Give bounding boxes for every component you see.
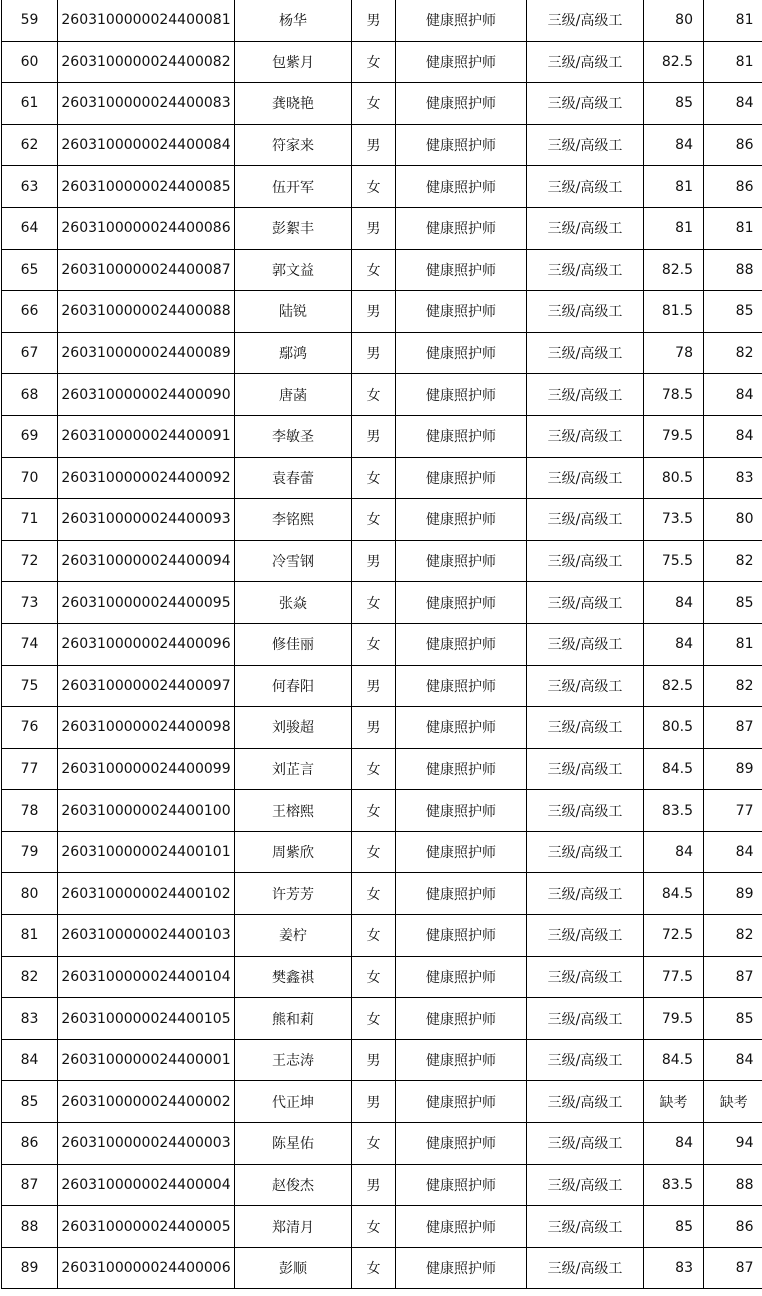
practical-score: 82 <box>704 665 762 707</box>
theory-score: 84.5 <box>644 1039 704 1081</box>
occupation: 健康照护师 <box>396 623 527 665</box>
theory-score: 80 <box>644 0 704 41</box>
practical-score: 81 <box>704 623 762 665</box>
occupation: 健康照护师 <box>396 166 527 208</box>
gender: 女 <box>352 457 396 499</box>
gender: 男 <box>352 415 396 457</box>
gender: 女 <box>352 41 396 83</box>
row-number: 81 <box>2 915 58 957</box>
skill-level: 三级/高级工 <box>527 41 644 83</box>
occupation: 健康照护师 <box>396 0 527 41</box>
skill-level: 三级/高级工 <box>527 623 644 665</box>
occupation: 健康照护师 <box>396 915 527 957</box>
candidate-name: 许芳芳 <box>235 873 352 915</box>
exam-id: 2603100000024400102 <box>58 873 235 915</box>
table-row <box>2 1164 762 1206</box>
theory-score: 72.5 <box>644 915 704 957</box>
candidate-name: 彭顺 <box>235 1247 352 1289</box>
skill-level: 三级/高级工 <box>527 831 644 873</box>
exam-id: 2603100000024400089 <box>58 332 235 374</box>
exam-id: 2603100000024400104 <box>58 956 235 998</box>
practical-score: 86 <box>704 124 762 166</box>
theory-score: 81 <box>644 207 704 249</box>
theory-score: 79.5 <box>644 998 704 1040</box>
row-number: 87 <box>2 1164 58 1206</box>
practical-score: 86 <box>704 1206 762 1248</box>
occupation: 健康照护师 <box>396 83 527 125</box>
occupation: 健康照护师 <box>396 291 527 333</box>
gender: 男 <box>352 1164 396 1206</box>
gender: 男 <box>352 332 396 374</box>
row-number: 79 <box>2 831 58 873</box>
candidate-name: 李敏圣 <box>235 415 352 457</box>
skill-level: 三级/高级工 <box>527 291 644 333</box>
skill-level: 三级/高级工 <box>527 1081 644 1123</box>
gender: 女 <box>352 582 396 624</box>
gender: 女 <box>352 790 396 832</box>
table-row <box>2 582 762 624</box>
theory-score: 73.5 <box>644 499 704 541</box>
table-row <box>2 207 762 249</box>
skill-level: 三级/高级工 <box>527 1039 644 1081</box>
practical-score: 81 <box>704 0 762 41</box>
row-number: 77 <box>2 748 58 790</box>
table-row <box>2 1039 762 1081</box>
exam-id: 2603100000024400006 <box>58 1247 235 1289</box>
table-row <box>2 166 762 208</box>
practical-score: 87 <box>704 956 762 998</box>
row-number: 62 <box>2 124 58 166</box>
candidate-name: 彭絮丰 <box>235 207 352 249</box>
exam-id: 2603100000024400081 <box>58 0 235 41</box>
practical-score: 86 <box>704 166 762 208</box>
theory-score: 78.5 <box>644 374 704 416</box>
practical-score: 88 <box>704 249 762 291</box>
exam-id: 2603100000024400105 <box>58 998 235 1040</box>
exam-id: 2603100000024400002 <box>58 1081 235 1123</box>
row-number: 63 <box>2 166 58 208</box>
occupation: 健康照护师 <box>396 873 527 915</box>
theory-score: 缺考 <box>644 1081 704 1123</box>
row-number: 75 <box>2 665 58 707</box>
exam-id: 2603100000024400098 <box>58 707 235 749</box>
candidate-name: 杨华 <box>235 0 352 41</box>
gender: 男 <box>352 1039 396 1081</box>
occupation: 健康照护师 <box>396 956 527 998</box>
occupation: 健康照护师 <box>396 499 527 541</box>
skill-level: 三级/高级工 <box>527 540 644 582</box>
occupation: 健康照护师 <box>396 1206 527 1248</box>
gender: 女 <box>352 915 396 957</box>
row-number: 73 <box>2 582 58 624</box>
skill-level: 三级/高级工 <box>527 83 644 125</box>
exam-id: 2603100000024400083 <box>58 83 235 125</box>
gender: 女 <box>352 1247 396 1289</box>
occupation: 健康照护师 <box>396 831 527 873</box>
table-row <box>2 0 762 41</box>
theory-score: 81 <box>644 166 704 208</box>
theory-score: 80.5 <box>644 707 704 749</box>
skill-level: 三级/高级工 <box>527 499 644 541</box>
gender: 男 <box>352 207 396 249</box>
skill-level: 三级/高级工 <box>527 707 644 749</box>
skill-level: 三级/高级工 <box>527 1164 644 1206</box>
gender: 女 <box>352 623 396 665</box>
table-row <box>2 831 762 873</box>
practical-score: 85 <box>704 291 762 333</box>
exam-id: 2603100000024400101 <box>58 831 235 873</box>
table-row <box>2 707 762 749</box>
practical-score: 87 <box>704 707 762 749</box>
table-row <box>2 291 762 333</box>
row-number: 84 <box>2 1039 58 1081</box>
theory-score: 82.5 <box>644 665 704 707</box>
gender: 男 <box>352 0 396 41</box>
practical-score: 89 <box>704 873 762 915</box>
theory-score: 75.5 <box>644 540 704 582</box>
skill-level: 三级/高级工 <box>527 998 644 1040</box>
row-number: 76 <box>2 707 58 749</box>
row-number: 71 <box>2 499 58 541</box>
row-number: 74 <box>2 623 58 665</box>
practical-score: 89 <box>704 748 762 790</box>
row-number: 88 <box>2 1206 58 1248</box>
practical-score: 83 <box>704 457 762 499</box>
results-table <box>1 0 762 1289</box>
practical-score: 84 <box>704 831 762 873</box>
exam-id: 2603100000024400086 <box>58 207 235 249</box>
candidate-name: 龚晓艳 <box>235 83 352 125</box>
theory-score: 78 <box>644 332 704 374</box>
table-row <box>2 998 762 1040</box>
skill-level: 三级/高级工 <box>527 1123 644 1165</box>
candidate-name: 陆锐 <box>235 291 352 333</box>
gender: 女 <box>352 499 396 541</box>
skill-level: 三级/高级工 <box>527 166 644 208</box>
theory-score: 83.5 <box>644 1164 704 1206</box>
occupation: 健康照护师 <box>396 457 527 499</box>
candidate-name: 陈星佑 <box>235 1123 352 1165</box>
practical-score: 84 <box>704 83 762 125</box>
exam-id: 2603100000024400099 <box>58 748 235 790</box>
practical-score: 81 <box>704 41 762 83</box>
practical-score: 87 <box>704 1247 762 1289</box>
table-row <box>2 374 762 416</box>
occupation: 健康照护师 <box>396 1081 527 1123</box>
candidate-name: 修佳丽 <box>235 623 352 665</box>
occupation: 健康照护师 <box>396 748 527 790</box>
theory-score: 85 <box>644 83 704 125</box>
row-number: 89 <box>2 1247 58 1289</box>
theory-score: 84.5 <box>644 748 704 790</box>
theory-score: 83 <box>644 1247 704 1289</box>
gender: 女 <box>352 249 396 291</box>
row-number: 65 <box>2 249 58 291</box>
theory-score: 84.5 <box>644 873 704 915</box>
skill-level: 三级/高级工 <box>527 1247 644 1289</box>
table-row <box>2 1247 762 1289</box>
gender: 女 <box>352 956 396 998</box>
row-number: 82 <box>2 956 58 998</box>
candidate-name: 赵俊杰 <box>235 1164 352 1206</box>
gender: 女 <box>352 166 396 208</box>
candidate-name: 郭文益 <box>235 249 352 291</box>
row-number: 69 <box>2 415 58 457</box>
theory-score: 84 <box>644 623 704 665</box>
row-number: 80 <box>2 873 58 915</box>
table-row <box>2 665 762 707</box>
table-body <box>2 0 762 1289</box>
practical-score: 81 <box>704 207 762 249</box>
table-row <box>2 956 762 998</box>
row-number: 72 <box>2 540 58 582</box>
exam-id: 2603100000024400093 <box>58 499 235 541</box>
occupation: 健康照护师 <box>396 707 527 749</box>
row-number: 70 <box>2 457 58 499</box>
row-number: 60 <box>2 41 58 83</box>
theory-score: 84 <box>644 124 704 166</box>
occupation: 健康照护师 <box>396 1123 527 1165</box>
candidate-name: 刘芷言 <box>235 748 352 790</box>
practical-score: 94 <box>704 1123 762 1165</box>
practical-score: 77 <box>704 790 762 832</box>
exam-id: 2603100000024400003 <box>58 1123 235 1165</box>
gender: 男 <box>352 707 396 749</box>
skill-level: 三级/高级工 <box>527 956 644 998</box>
theory-score: 81.5 <box>644 291 704 333</box>
row-number: 68 <box>2 374 58 416</box>
row-number: 78 <box>2 790 58 832</box>
candidate-name: 刘骏超 <box>235 707 352 749</box>
practical-score: 84 <box>704 1039 762 1081</box>
exam-id: 2603100000024400088 <box>58 291 235 333</box>
theory-score: 82.5 <box>644 41 704 83</box>
candidate-name: 张焱 <box>235 582 352 624</box>
practical-score: 82 <box>704 915 762 957</box>
gender: 女 <box>352 1206 396 1248</box>
occupation: 健康照护师 <box>396 124 527 166</box>
table-row <box>2 41 762 83</box>
row-number: 67 <box>2 332 58 374</box>
occupation: 健康照护师 <box>396 374 527 416</box>
exam-id: 2603100000024400082 <box>58 41 235 83</box>
theory-score: 84 <box>644 1123 704 1165</box>
row-number: 59 <box>2 0 58 41</box>
row-number: 83 <box>2 998 58 1040</box>
exam-id: 2603100000024400085 <box>58 166 235 208</box>
candidate-name: 何春阳 <box>235 665 352 707</box>
practical-score: 82 <box>704 540 762 582</box>
candidate-name: 袁春蕾 <box>235 457 352 499</box>
table-row <box>2 873 762 915</box>
skill-level: 三级/高级工 <box>527 0 644 41</box>
candidate-name: 包紫月 <box>235 41 352 83</box>
gender: 女 <box>352 831 396 873</box>
exam-id: 2603100000024400084 <box>58 124 235 166</box>
theory-score: 82.5 <box>644 249 704 291</box>
practical-score: 88 <box>704 1164 762 1206</box>
exam-id: 2603100000024400087 <box>58 249 235 291</box>
table-row <box>2 499 762 541</box>
row-number: 64 <box>2 207 58 249</box>
gender: 男 <box>352 540 396 582</box>
candidate-name: 姜柠 <box>235 915 352 957</box>
theory-score: 80.5 <box>644 457 704 499</box>
practical-score: 缺考 <box>704 1081 762 1123</box>
table-row <box>2 790 762 832</box>
theory-score: 85 <box>644 1206 704 1248</box>
exam-id: 2603100000024400095 <box>58 582 235 624</box>
table-row <box>2 1081 762 1123</box>
table-row <box>2 415 762 457</box>
skill-level: 三级/高级工 <box>527 790 644 832</box>
table-row <box>2 540 762 582</box>
candidate-name: 王志涛 <box>235 1039 352 1081</box>
candidate-name: 李铭熙 <box>235 499 352 541</box>
table-row <box>2 332 762 374</box>
table-row <box>2 623 762 665</box>
candidate-name: 樊鑫祺 <box>235 956 352 998</box>
exam-id: 2603100000024400100 <box>58 790 235 832</box>
skill-level: 三级/高级工 <box>527 124 644 166</box>
occupation: 健康照护师 <box>396 540 527 582</box>
occupation: 健康照护师 <box>396 415 527 457</box>
practical-score: 84 <box>704 374 762 416</box>
theory-score: 84 <box>644 831 704 873</box>
theory-score: 84 <box>644 582 704 624</box>
occupation: 健康照护师 <box>396 665 527 707</box>
gender: 男 <box>352 665 396 707</box>
skill-level: 三级/高级工 <box>527 582 644 624</box>
skill-level: 三级/高级工 <box>527 915 644 957</box>
practical-score: 80 <box>704 499 762 541</box>
gender: 女 <box>352 1123 396 1165</box>
occupation: 健康照护师 <box>396 207 527 249</box>
table-row <box>2 748 762 790</box>
occupation: 健康照护师 <box>396 332 527 374</box>
skill-level: 三级/高级工 <box>527 748 644 790</box>
gender: 男 <box>352 1081 396 1123</box>
table-row <box>2 1123 762 1165</box>
exam-id: 2603100000024400096 <box>58 623 235 665</box>
table-row <box>2 457 762 499</box>
theory-score: 79.5 <box>644 415 704 457</box>
table-row <box>2 915 762 957</box>
exam-id: 2603100000024400091 <box>58 415 235 457</box>
candidate-name: 符家来 <box>235 124 352 166</box>
practical-score: 85 <box>704 998 762 1040</box>
candidate-name: 熊和莉 <box>235 998 352 1040</box>
row-number: 86 <box>2 1123 58 1165</box>
candidate-name: 周紫欣 <box>235 831 352 873</box>
gender: 女 <box>352 748 396 790</box>
gender: 女 <box>352 83 396 125</box>
skill-level: 三级/高级工 <box>527 665 644 707</box>
gender: 女 <box>352 998 396 1040</box>
table-row <box>2 83 762 125</box>
skill-level: 三级/高级工 <box>527 249 644 291</box>
skill-level: 三级/高级工 <box>527 873 644 915</box>
exam-id: 2603100000024400094 <box>58 540 235 582</box>
occupation: 健康照护师 <box>396 1164 527 1206</box>
candidate-name: 鄢鸿 <box>235 332 352 374</box>
skill-level: 三级/高级工 <box>527 374 644 416</box>
row-number: 85 <box>2 1081 58 1123</box>
gender: 男 <box>352 291 396 333</box>
table-row <box>2 249 762 291</box>
occupation: 健康照护师 <box>396 790 527 832</box>
exam-id: 2603100000024400001 <box>58 1039 235 1081</box>
skill-level: 三级/高级工 <box>527 332 644 374</box>
exam-id: 2603100000024400005 <box>58 1206 235 1248</box>
skill-level: 三级/高级工 <box>527 457 644 499</box>
occupation: 健康照护师 <box>396 1039 527 1081</box>
practical-score: 82 <box>704 332 762 374</box>
theory-score: 83.5 <box>644 790 704 832</box>
gender: 女 <box>352 374 396 416</box>
table-row <box>2 124 762 166</box>
row-number: 61 <box>2 83 58 125</box>
candidate-name: 伍开军 <box>235 166 352 208</box>
occupation: 健康照护师 <box>396 998 527 1040</box>
occupation: 健康照护师 <box>396 249 527 291</box>
candidate-name: 冷雪钢 <box>235 540 352 582</box>
occupation: 健康照护师 <box>396 582 527 624</box>
theory-score: 77.5 <box>644 956 704 998</box>
exam-id: 2603100000024400103 <box>58 915 235 957</box>
row-number: 66 <box>2 291 58 333</box>
skill-level: 三级/高级工 <box>527 207 644 249</box>
exam-id: 2603100000024400092 <box>58 457 235 499</box>
candidate-name: 唐菡 <box>235 374 352 416</box>
candidate-name: 王榕熙 <box>235 790 352 832</box>
practical-score: 85 <box>704 582 762 624</box>
skill-level: 三级/高级工 <box>527 415 644 457</box>
skill-level: 三级/高级工 <box>527 1206 644 1248</box>
exam-id: 2603100000024400097 <box>58 665 235 707</box>
exam-id: 2603100000024400004 <box>58 1164 235 1206</box>
table-row <box>2 1206 762 1248</box>
gender: 男 <box>352 124 396 166</box>
practical-score: 84 <box>704 415 762 457</box>
occupation: 健康照护师 <box>396 41 527 83</box>
candidate-name: 郑清月 <box>235 1206 352 1248</box>
candidate-name: 代正坤 <box>235 1081 352 1123</box>
exam-id: 2603100000024400090 <box>58 374 235 416</box>
occupation: 健康照护师 <box>396 1247 527 1289</box>
gender: 女 <box>352 873 396 915</box>
